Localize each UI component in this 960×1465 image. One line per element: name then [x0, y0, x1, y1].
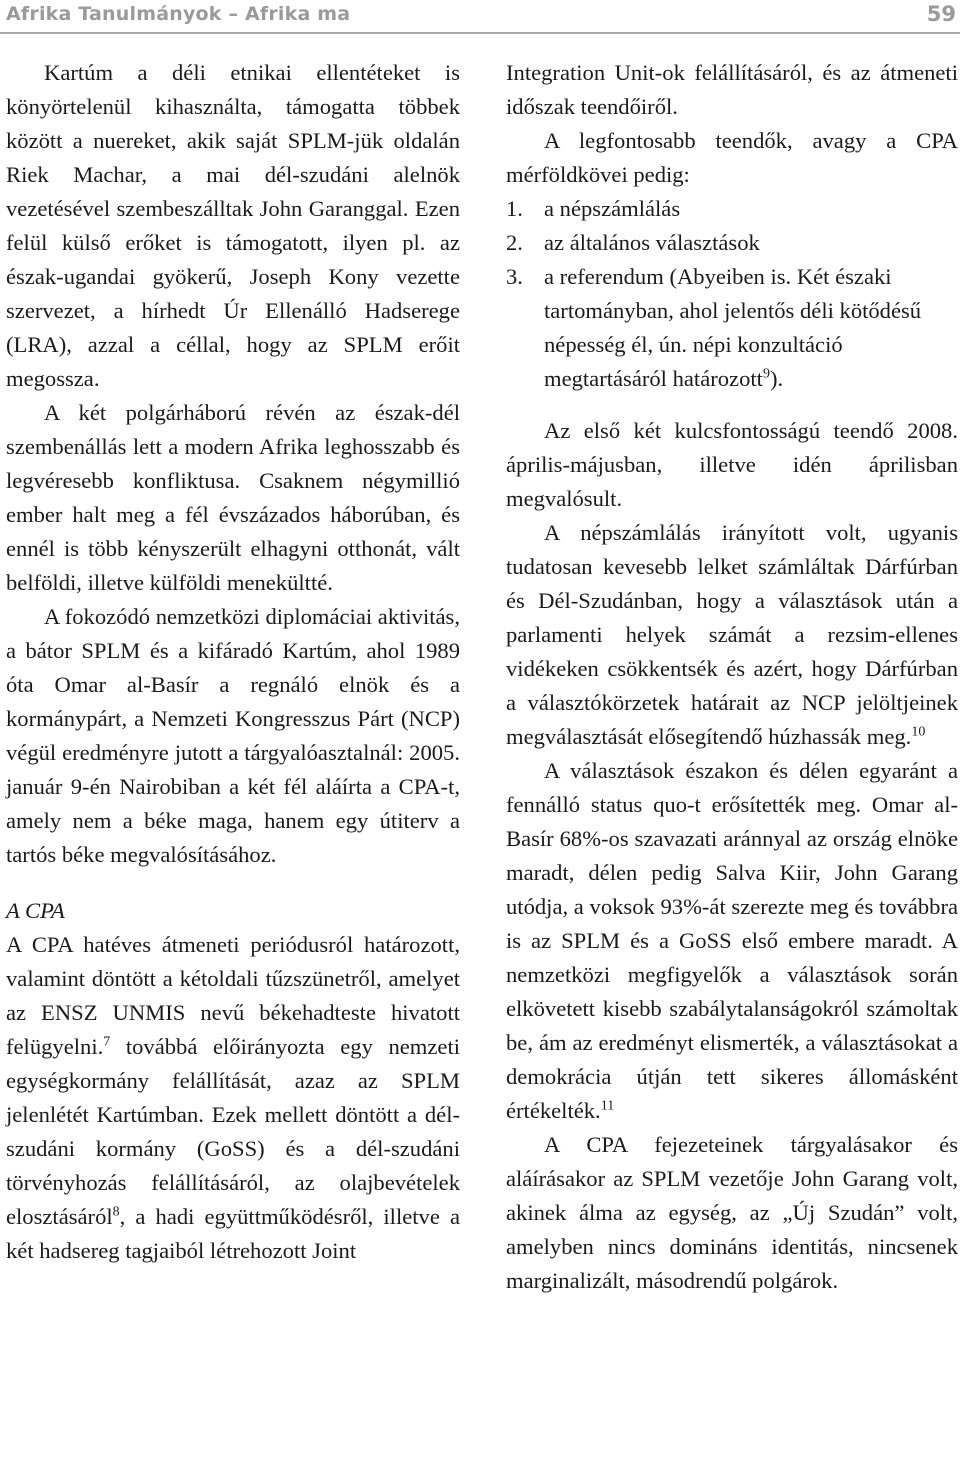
- right-column: [506, 56, 958, 1298]
- paragraph: [6, 928, 460, 1268]
- list-item-text: ).: [769, 366, 784, 391]
- left-column: [6, 56, 460, 1268]
- paragraph-text: , a hadi együttműködésről, illetve a két hadsereg tagjaiból létrehozott Joint: [6, 1204, 460, 1263]
- journal-title: Afrika Tanulmányok – Afrika ma: [6, 3, 351, 25]
- paragraph-text: A választások északon és délen egyaránt a fennálló status quo-t erősítették meg. Omar al-Basír 68%-os szavazati aránnyal az ország elnöke maradt, délen pedig Salva Kiir, John Garang utódja, a voksok 93%-át szerezte meg és továbbra is az SPLM és a GoSS első embere maradt. A nemzetközi megfigyelők a választások során elkövetett kisebb szabálytalanságokról számoltak be, ám az eredményt elismerték, a választásokat a demokrácia útján tett sikeres állomásként értékelték.: [506, 758, 958, 1123]
- paragraph: [506, 516, 958, 754]
- paragraph: A legfontosabb teendők, avagy a CPA mérföldkövei pedig:: [506, 128, 958, 187]
- spacer: [506, 396, 958, 414]
- footnote-ref[interactable]: 9: [762, 366, 770, 382]
- footnote-ref[interactable]: 11: [600, 1098, 615, 1114]
- section-heading: A CPA: [6, 898, 65, 923]
- header-divider: [0, 32, 960, 34]
- list-item-text: a népszámlálás: [544, 196, 681, 221]
- paragraph: A fokozódó nemzetközi diplomáciai aktivitás, a bátor SPLM és a kifáradó Kartúm, ahol 1989 óta Omar al-Basír a regnáló elnök és a kormánypárt, a Nemzeti Kongresszus Párt (NCP) végül eredményre jutott a tárgyalóasztalnál: 2005. január 9-én Nairobiban a két fél aláírta a CPA-t, amely nem a béke maga, hanem egy útiterv a tartós béke megvalósításához.: [6, 604, 460, 867]
- list-number: 3.: [506, 264, 523, 289]
- page-number: 59: [926, 2, 956, 26]
- paragraph: Kartúm a déli etnikai ellentéteket is könyörtelenül kihasználta, támogatta többek között a nuereket, akik saját SPLM-jük oldalán Riek Machar, a mai dél-szudáni alelnök vezetésével szembeszálltak John Garanggal. Ezen felül külső erőket is támogatott, ilyen pl. az észak-ugandai gyökerű, Joseph Kony vezette szervezet, a hírhedt Úr Ellenálló Hadserege (LRA), azzal a céllal, hogy az SPLM erőit megossza.: [6, 60, 460, 391]
- list-number: 2.: [506, 230, 523, 255]
- paragraph: [506, 754, 958, 1128]
- milestones-list: [506, 192, 958, 396]
- list-item-text: az általános választások: [544, 230, 760, 255]
- list-item-text: a referendum (Abyeiben is. Két északi tartományban, ahol jelentős déli kötődésű népesség él, ún. népi konzultáció megtartásáról határozott: [544, 264, 922, 391]
- list-number: 1.: [506, 196, 523, 221]
- paragraph-text: A CPA hatéves átmeneti periódusról határozott, valamint döntött a kétoldali tűzszünetről, amelyet az ENSZ UNMIS nevű békehadteste hivatott felügyelni.: [6, 932, 460, 1059]
- footnote-ref[interactable]: 7: [103, 1034, 111, 1050]
- list-item: [506, 192, 958, 226]
- footnote-ref[interactable]: 10: [911, 724, 926, 740]
- paragraph: A két polgárháború révén az észak-dél szembenállás lett a modern Afrika leghosszabb és legvéresebb konfliktusa. Csaknem négymillió ember halt meg a fél évszázados háborúban, és ennél is több kényszerült elhagyni otthonát, vált belföldi, illetve külföldi menekültté.: [6, 400, 460, 595]
- paragraph-text: továbbá előirányozta egy nemzeti egységkormány felállítását, azaz az SPLM jelenlétét Kartúmban. Ezek mellett döntött a dél-szudáni kormány (GoSS) és a dél-szudáni törvényhozás felállításáról, az olajbevételek elosztásáról: [6, 1034, 460, 1229]
- paragraph: Az első két kulcsfontosságú teendő 2008. április-májusban, illetve idén áprilisban megvalósult.: [506, 418, 958, 511]
- paragraph-text: A népszámlálás irányított volt, ugyanis tudatosan kevesebb lelket számláltak Dárfúrban és Dél-Szudánban, hogy a választások után a parlamenti helyek számát a rezsim-ellenes vidékeken csökkentsék és azért, hogy Dárfúrban a választókörzetek határait az NCP jelöltjeinek megválasztását elősegítendő húzhassák meg.: [506, 520, 958, 749]
- paragraph: Integration Unit-ok felállításáról, és az átmeneti időszak teendőiről.: [506, 60, 958, 119]
- list-item: [506, 260, 958, 396]
- footnote-ref[interactable]: 8: [112, 1204, 120, 1220]
- paragraph: A CPA fejezeteinek tárgyalásakor és aláírásakor az SPLM vezetője John Garang volt, akinek álma az egység, az „Új Szudán” volt, amelyben nincs domináns identitás, nincsenek marginalizált, másodrendű polgárok.: [506, 1132, 958, 1293]
- list-item: [506, 226, 958, 260]
- running-header: [0, 0, 960, 34]
